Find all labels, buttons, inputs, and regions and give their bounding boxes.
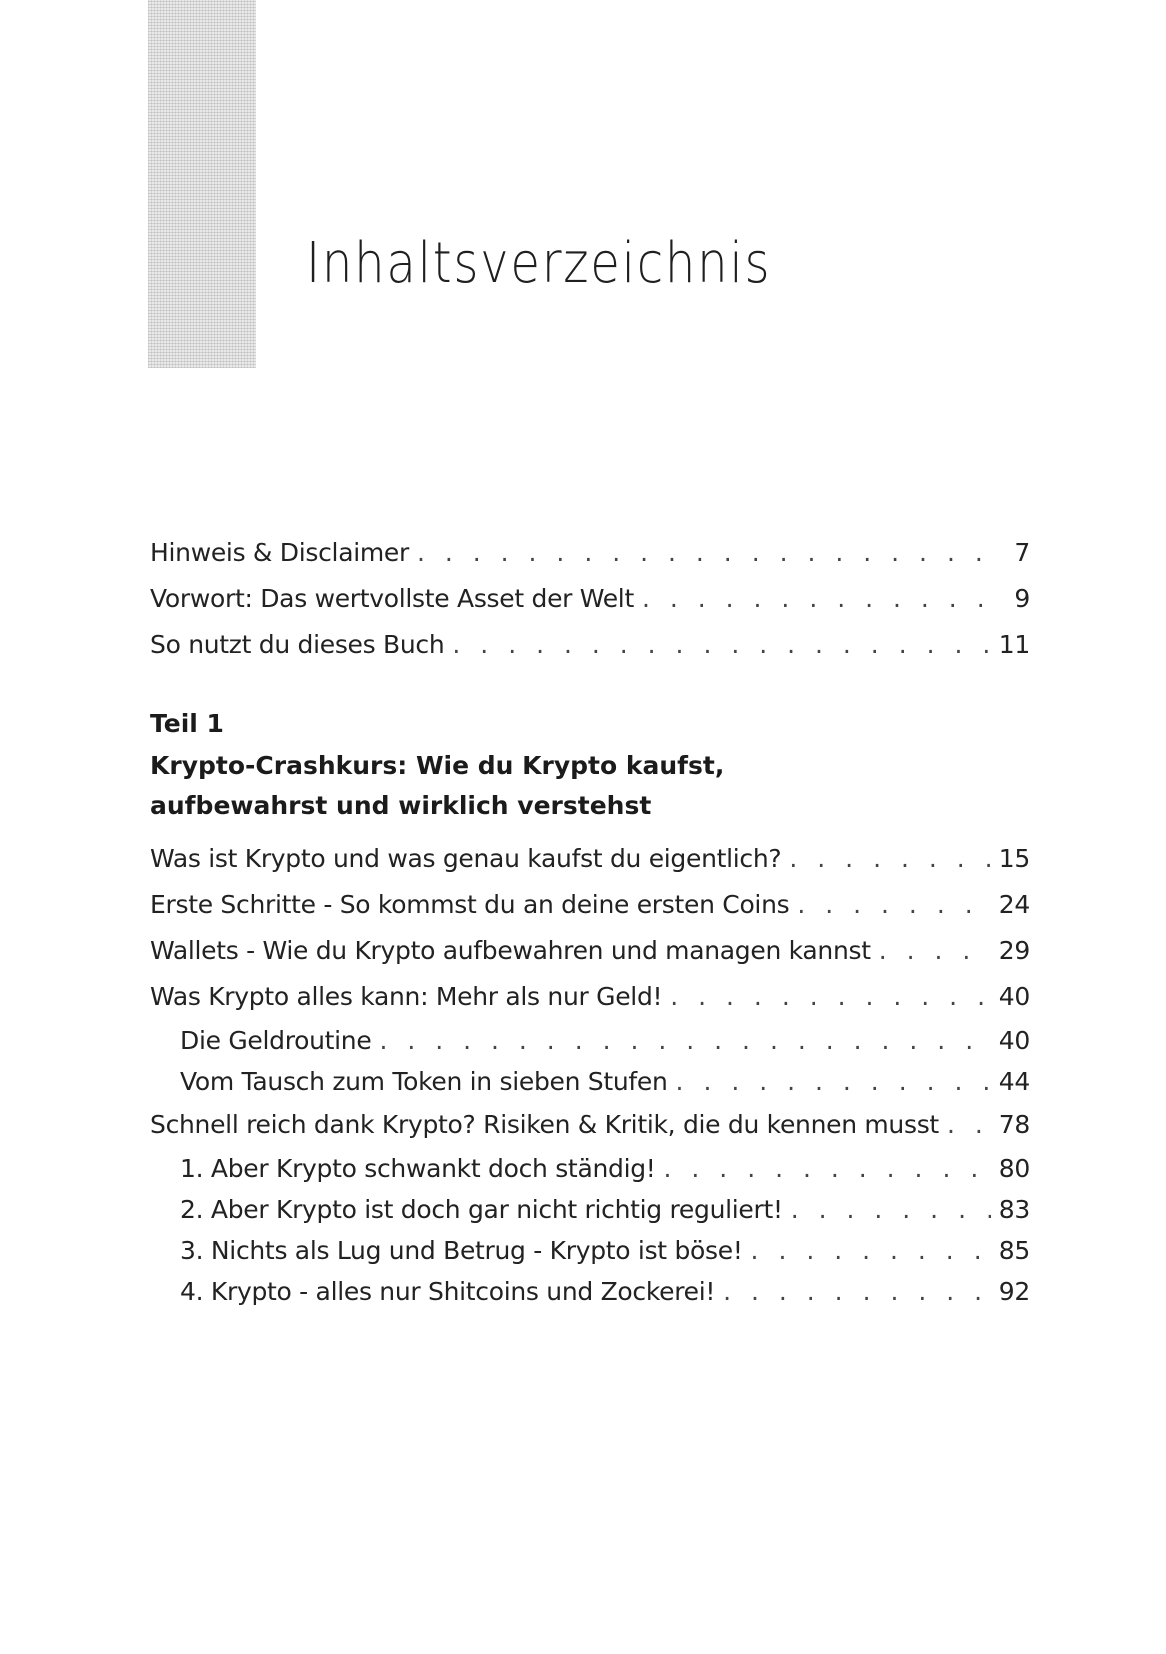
toc-entry[interactable]	[150, 576, 1030, 622]
toc-entry-label: 1. Aber Krypto schwankt doch ständig!	[180, 1154, 656, 1183]
dot-leader	[879, 928, 991, 974]
toc-entry-page: 80	[998, 1154, 1030, 1183]
toc-intro-section	[150, 530, 1030, 668]
toc-entry-page: 7	[1014, 538, 1030, 567]
page-title: Inhaltsverzeichnis	[306, 231, 772, 296]
toc-entry[interactable]	[150, 974, 1030, 1020]
toc-entry-label: Vorwort: Das wertvollste Asset der Welt	[150, 584, 634, 613]
toc-entry-label: Was Krypto alles kann: Mehr als nur Geld!	[150, 982, 663, 1011]
toc-entry-label: So nutzt du dieses Buch	[150, 630, 445, 659]
toc-subentry[interactable]	[150, 1271, 1030, 1312]
dot-leader	[797, 882, 990, 928]
toc-entry-label: Wallets - Wie du Krypto aufbewahren und managen kannst	[150, 936, 871, 965]
toc-entry-page: 40	[998, 1026, 1030, 1055]
dot-leader	[670, 974, 991, 1020]
toc-entry-label: Schnell reich dank Krypto? Risiken & Kritik, die du kennen musst	[150, 1110, 939, 1139]
dot-leader	[642, 576, 998, 622]
toc-entry-page: 40	[998, 982, 1030, 1011]
toc-subentry[interactable]	[150, 1148, 1030, 1189]
part-title	[150, 746, 1030, 826]
toc-entry-page: 85	[998, 1236, 1030, 1265]
toc-subentry[interactable]	[150, 1230, 1030, 1271]
toc-entry-label: Erste Schritte - So kommst du an deine ersten Coins	[150, 890, 790, 919]
part-label: Teil 1	[150, 709, 224, 738]
toc-entry-page: 83	[998, 1195, 1030, 1224]
toc-entry-page: 44	[998, 1067, 1030, 1096]
toc-entry[interactable]	[150, 882, 1030, 928]
toc-entry[interactable]	[150, 1102, 1030, 1148]
dot-leader	[791, 1189, 991, 1230]
toc-entry[interactable]	[150, 622, 1030, 668]
toc-entry-page: 11	[998, 630, 1030, 659]
toc-entry-page: 9	[1014, 584, 1030, 613]
toc-subentry[interactable]	[150, 1020, 1030, 1061]
toc-entry-label: Hinweis & Disclaimer	[150, 538, 409, 567]
dot-leader	[664, 1148, 991, 1189]
toc-entry[interactable]	[150, 836, 1030, 882]
toc-entry-label: 4. Krypto - alles nur Shitcoins und Zockerei!	[180, 1277, 716, 1306]
toc-subentry[interactable]	[150, 1189, 1030, 1230]
toc-entry-page: 15	[998, 844, 1030, 873]
toc-entry-label: Was ist Krypto und was genau kaufst du eigentlich?	[150, 844, 782, 873]
toc-entry-page: 24	[998, 890, 1030, 919]
dot-leader	[379, 1020, 990, 1061]
decorative-sidebar-block	[148, 0, 256, 368]
toc-entry-page: 92	[998, 1277, 1030, 1306]
part-title-line: Krypto-Crashkurs: Wie du Krypto kaufst,	[150, 751, 725, 780]
dot-leader	[789, 836, 990, 882]
toc-entry-label: 2. Aber Krypto ist doch gar nicht richtig reguliert!	[180, 1195, 783, 1224]
dot-leader	[452, 622, 990, 668]
toc-entry-label: 3. Nichts als Lug und Betrug - Krypto ist böse!	[180, 1236, 743, 1265]
dot-leader	[723, 1271, 991, 1312]
toc-entry-page: 29	[998, 936, 1030, 965]
dot-leader	[751, 1230, 991, 1271]
toc-entry[interactable]	[150, 928, 1030, 974]
dot-leader	[947, 1102, 991, 1148]
toc-entry[interactable]	[150, 530, 1030, 576]
toc-subentry[interactable]	[150, 1061, 1030, 1102]
toc-entry-page: 78	[998, 1110, 1030, 1139]
toc-entry-label: Vom Tausch zum Token in sieben Stufen	[180, 1067, 668, 1096]
dot-leader	[676, 1061, 991, 1102]
dot-leader	[417, 530, 998, 576]
toc-entry-label: Die Geldroutine	[180, 1026, 372, 1055]
part-title-line: aufbewahrst und wirklich verstehst	[150, 791, 652, 820]
toc-part1-section	[150, 704, 1030, 1312]
